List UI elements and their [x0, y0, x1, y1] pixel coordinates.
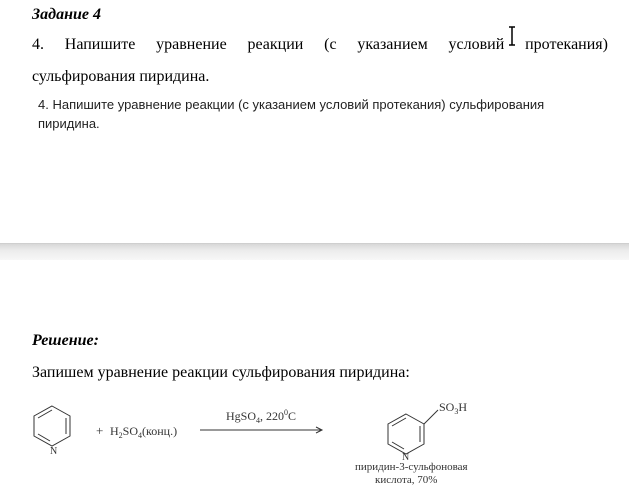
- solution-title: Решение:: [32, 332, 99, 349]
- page-break: [0, 243, 629, 260]
- reaction-conditions: HgSO$_4$, $220^0C$: [226, 408, 297, 425]
- reagent-formula: $H_2SO_4(конц.)$: [110, 424, 178, 440]
- reaction-arrow: [200, 427, 322, 433]
- question-line-2: сульфирования пиридина.: [32, 68, 210, 85]
- product-n-label: N: [402, 452, 410, 463]
- text-cursor-icon: [507, 26, 517, 46]
- reaction-scheme: [0, 392, 629, 488]
- product-structure: [388, 410, 438, 454]
- pyridine-structure: [34, 406, 70, 446]
- plus-sign: +: [96, 423, 104, 438]
- task-title: Задание 4: [32, 6, 101, 23]
- product-sulfo-group: $SO_3H$: [439, 400, 468, 416]
- question-line-1: 4. Напишите уравнение реакции (с указанием условий протекания): [32, 36, 608, 53]
- product-name-line-1: пиридин-3-сульфоновая: [355, 461, 468, 473]
- product-name-line-2: кислота, 70%: [375, 474, 438, 486]
- scanned-question-line-1: 4. Напишите уравнение реакции (с указанием условий протекания) сульфирования: [38, 97, 545, 112]
- pyridine-n-label: N: [50, 446, 58, 457]
- solution-text: Запишем уравнение реакции сульфирования пиридина:: [32, 364, 410, 381]
- scanned-question-line-2: пиридина.: [38, 116, 100, 131]
